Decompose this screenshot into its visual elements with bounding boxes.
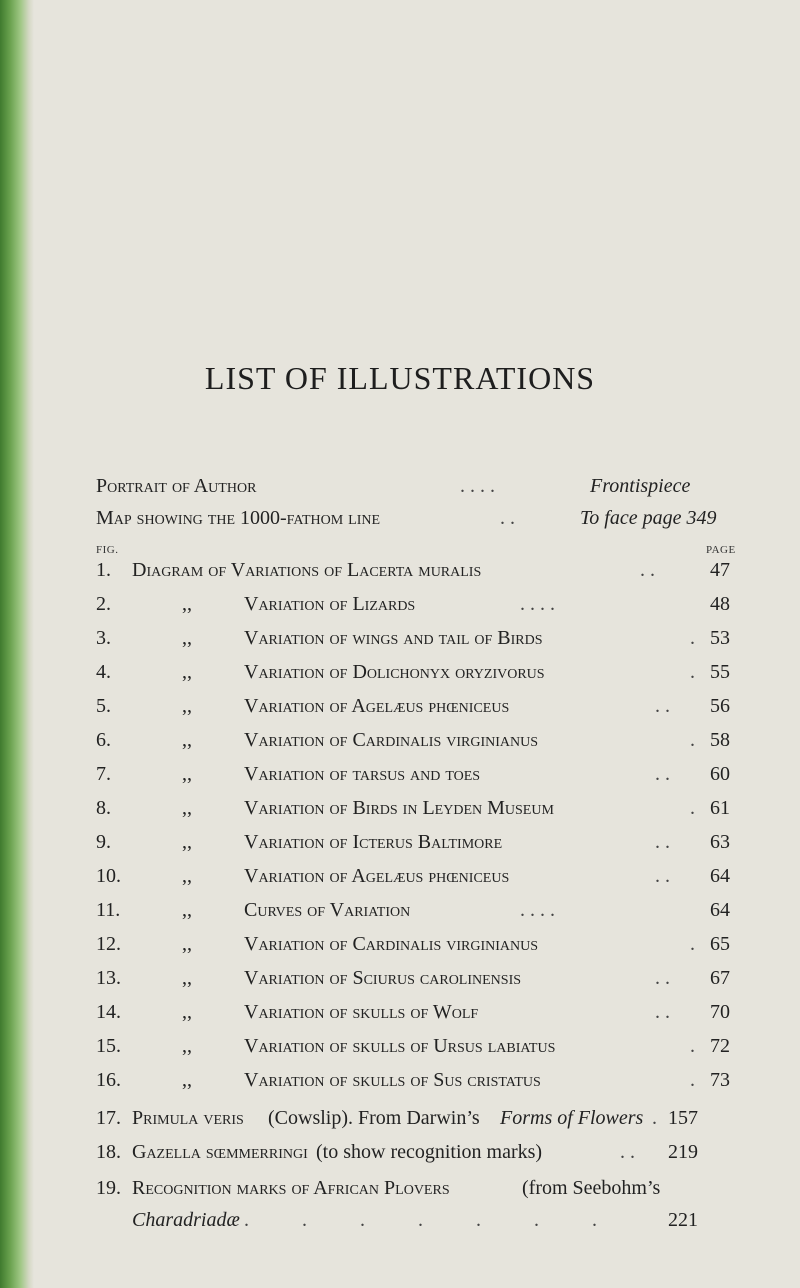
ditto-mark: ,,	[182, 1069, 192, 1091]
leader-dots: .	[690, 1035, 695, 1057]
page-title: LIST OF ILLUSTRATIONS	[204, 360, 596, 396]
figure-page: 60	[710, 763, 730, 785]
figure-page: 56	[710, 695, 730, 717]
figure-number: 9.	[96, 831, 111, 853]
figure-caption: Variation of Sciurus carolinensis	[244, 967, 522, 989]
leader-dots: . .	[655, 1001, 670, 1023]
figure-row	[0, 758, 800, 790]
ditto-mark: ,,	[182, 831, 192, 853]
figure-page: 70	[710, 1001, 730, 1023]
fig-column-head: FIG.	[96, 544, 119, 556]
leader-dots: . . . .	[520, 899, 555, 921]
figure-page: 157	[668, 1107, 698, 1129]
leader-dots: .	[690, 797, 695, 819]
figure-number: 3.	[96, 627, 111, 649]
figure-number: 14.	[96, 1001, 121, 1023]
leader-dots: . . . . . . .	[244, 1209, 621, 1231]
figure-caption: Variation of Icterus Baltimore	[244, 831, 503, 853]
figure-caption: Variation of Birds in Leyden Museum	[244, 797, 554, 819]
figure-number: 18.	[96, 1141, 121, 1163]
leader-dots: . .	[500, 507, 515, 529]
leader-dots: .	[690, 661, 695, 683]
figure-caption-text: (to show recognition marks)	[316, 1141, 543, 1163]
leader-dots: .	[690, 1069, 695, 1091]
figure-row	[0, 860, 800, 892]
figure-number: 4.	[96, 661, 111, 683]
figure-caption: Variation of Dolichonyx oryzivorus	[244, 661, 545, 683]
figure-caption-name: Gazella sœmmerringi	[132, 1141, 308, 1163]
figure-row	[0, 656, 800, 688]
figure-page: 47	[710, 559, 730, 581]
leader-dots: .	[690, 627, 695, 649]
figure-caption: Variation of Cardinalis virginianus	[244, 933, 538, 955]
leader-dots: . .	[655, 967, 670, 989]
ditto-mark: ,,	[182, 1001, 192, 1023]
figure-row	[0, 1064, 800, 1096]
figure-row	[0, 622, 800, 654]
figure-number: 12.	[96, 933, 121, 955]
figure-number: 6.	[96, 729, 111, 751]
front-matter-caption: Map showing the 1000-fathom line	[96, 507, 381, 529]
ditto-mark: ,,	[182, 593, 192, 615]
figure-number: 11.	[96, 899, 121, 921]
figure-caption-name: Primula veris	[132, 1107, 244, 1129]
leader-dots: . .	[640, 559, 655, 581]
ditto-mark: ,,	[182, 899, 192, 921]
figure-row	[0, 962, 800, 994]
figure-page: 63	[710, 831, 730, 853]
figure-page: 64	[710, 865, 730, 887]
figure-number: 16.	[96, 1069, 121, 1091]
figure-row	[0, 894, 800, 926]
figure-number: 13.	[96, 967, 121, 989]
figure-row	[0, 1172, 800, 1204]
figure-page: 55	[710, 661, 730, 683]
figure-row	[0, 1136, 800, 1168]
figure-caption: Variation of Cardinalis virginianus	[244, 729, 538, 751]
leader-dots: . . . .	[520, 593, 555, 615]
figure-page: 73	[710, 1069, 730, 1091]
figure-row	[0, 554, 800, 586]
figure-caption-text: (from Seebohm’s	[522, 1177, 661, 1199]
figure-number: 10.	[96, 865, 121, 887]
ditto-mark: ,,	[182, 1035, 192, 1057]
front-matter-row	[0, 470, 800, 502]
figure-caption: Variation of wings and tail of Birds	[244, 627, 543, 649]
figure-row	[0, 792, 800, 824]
ditto-mark: ,,	[182, 627, 192, 649]
figure-row-continuation	[0, 1204, 800, 1236]
ditto-mark: ,,	[182, 797, 192, 819]
figure-number: 1.	[96, 559, 111, 581]
figure-page: 61	[710, 797, 730, 819]
figure-caption-text: (Cowslip). From Darwin’s	[268, 1107, 480, 1129]
figure-caption: Variation of skulls of Sus cristatus	[244, 1069, 541, 1091]
figure-caption: Variation of Agelæus phœniceus	[244, 695, 510, 717]
figure-row	[0, 1030, 800, 1062]
figure-row	[0, 1102, 800, 1134]
figure-page: 221	[668, 1209, 698, 1231]
figure-page: 72	[710, 1035, 730, 1057]
front-matter-row	[0, 502, 800, 534]
leader-dots: . .	[655, 763, 670, 785]
leader-dots: . .	[620, 1141, 635, 1163]
figure-number: 8.	[96, 797, 111, 819]
leader-dots: .	[690, 729, 695, 751]
front-matter-caption: Portrait of Author	[96, 475, 257, 497]
figure-page: 58	[710, 729, 730, 751]
figure-page: 67	[710, 967, 730, 989]
leader-dots: . .	[655, 695, 670, 717]
figure-row	[0, 690, 800, 722]
leader-dots: . .	[655, 831, 670, 853]
figure-caption-work: Forms of Flowers	[500, 1107, 644, 1129]
figure-page: 65	[710, 933, 730, 955]
ditto-mark: ,,	[182, 661, 192, 683]
leader-dots: . .	[655, 865, 670, 887]
figure-caption: Diagram of Variations of Lacerta muralis	[132, 559, 482, 581]
figure-row	[0, 996, 800, 1028]
figure-row	[0, 826, 800, 858]
figure-caption: Variation of Lizards	[244, 593, 416, 615]
ditto-mark: ,,	[182, 967, 192, 989]
figure-number: 19.	[96, 1177, 121, 1199]
figure-caption: Variation of Agelæus phœniceus	[244, 865, 510, 887]
ditto-mark: ,,	[182, 763, 192, 785]
front-matter-position: Frontispiece	[590, 475, 691, 497]
figure-page: 219	[668, 1141, 698, 1163]
ditto-mark: ,,	[182, 933, 192, 955]
leader-dots: .	[652, 1107, 657, 1129]
figure-caption: Curves of Variation	[244, 899, 411, 921]
figure-number: 5.	[96, 695, 111, 717]
figure-row	[0, 588, 800, 620]
figure-number: 2.	[96, 593, 111, 615]
figure-number: 17.	[96, 1107, 121, 1129]
figure-caption-work: Charadriadæ	[132, 1209, 240, 1231]
figure-row	[0, 724, 800, 756]
figure-caption: Variation of skulls of Wolf	[244, 1001, 479, 1023]
ditto-mark: ,,	[182, 729, 192, 751]
figure-number: 7.	[96, 763, 111, 785]
figure-page: 48	[710, 593, 730, 615]
front-matter-position: To face page 349	[580, 507, 717, 529]
ditto-mark: ,,	[182, 695, 192, 717]
leader-dots: .	[690, 933, 695, 955]
leader-dots: . . . .	[460, 475, 495, 497]
figure-caption: Variation of skulls of Ursus labiatus	[244, 1035, 556, 1057]
ditto-mark: ,,	[182, 865, 192, 887]
figure-page: 64	[710, 899, 730, 921]
figure-page: 53	[710, 627, 730, 649]
figure-caption: Variation of tarsus and toes	[244, 763, 481, 785]
figure-caption-name: Recognition marks of African Plovers	[132, 1177, 450, 1199]
page-column-head: PAGE	[706, 544, 736, 556]
figure-row	[0, 928, 800, 960]
figure-number: 15.	[96, 1035, 121, 1057]
